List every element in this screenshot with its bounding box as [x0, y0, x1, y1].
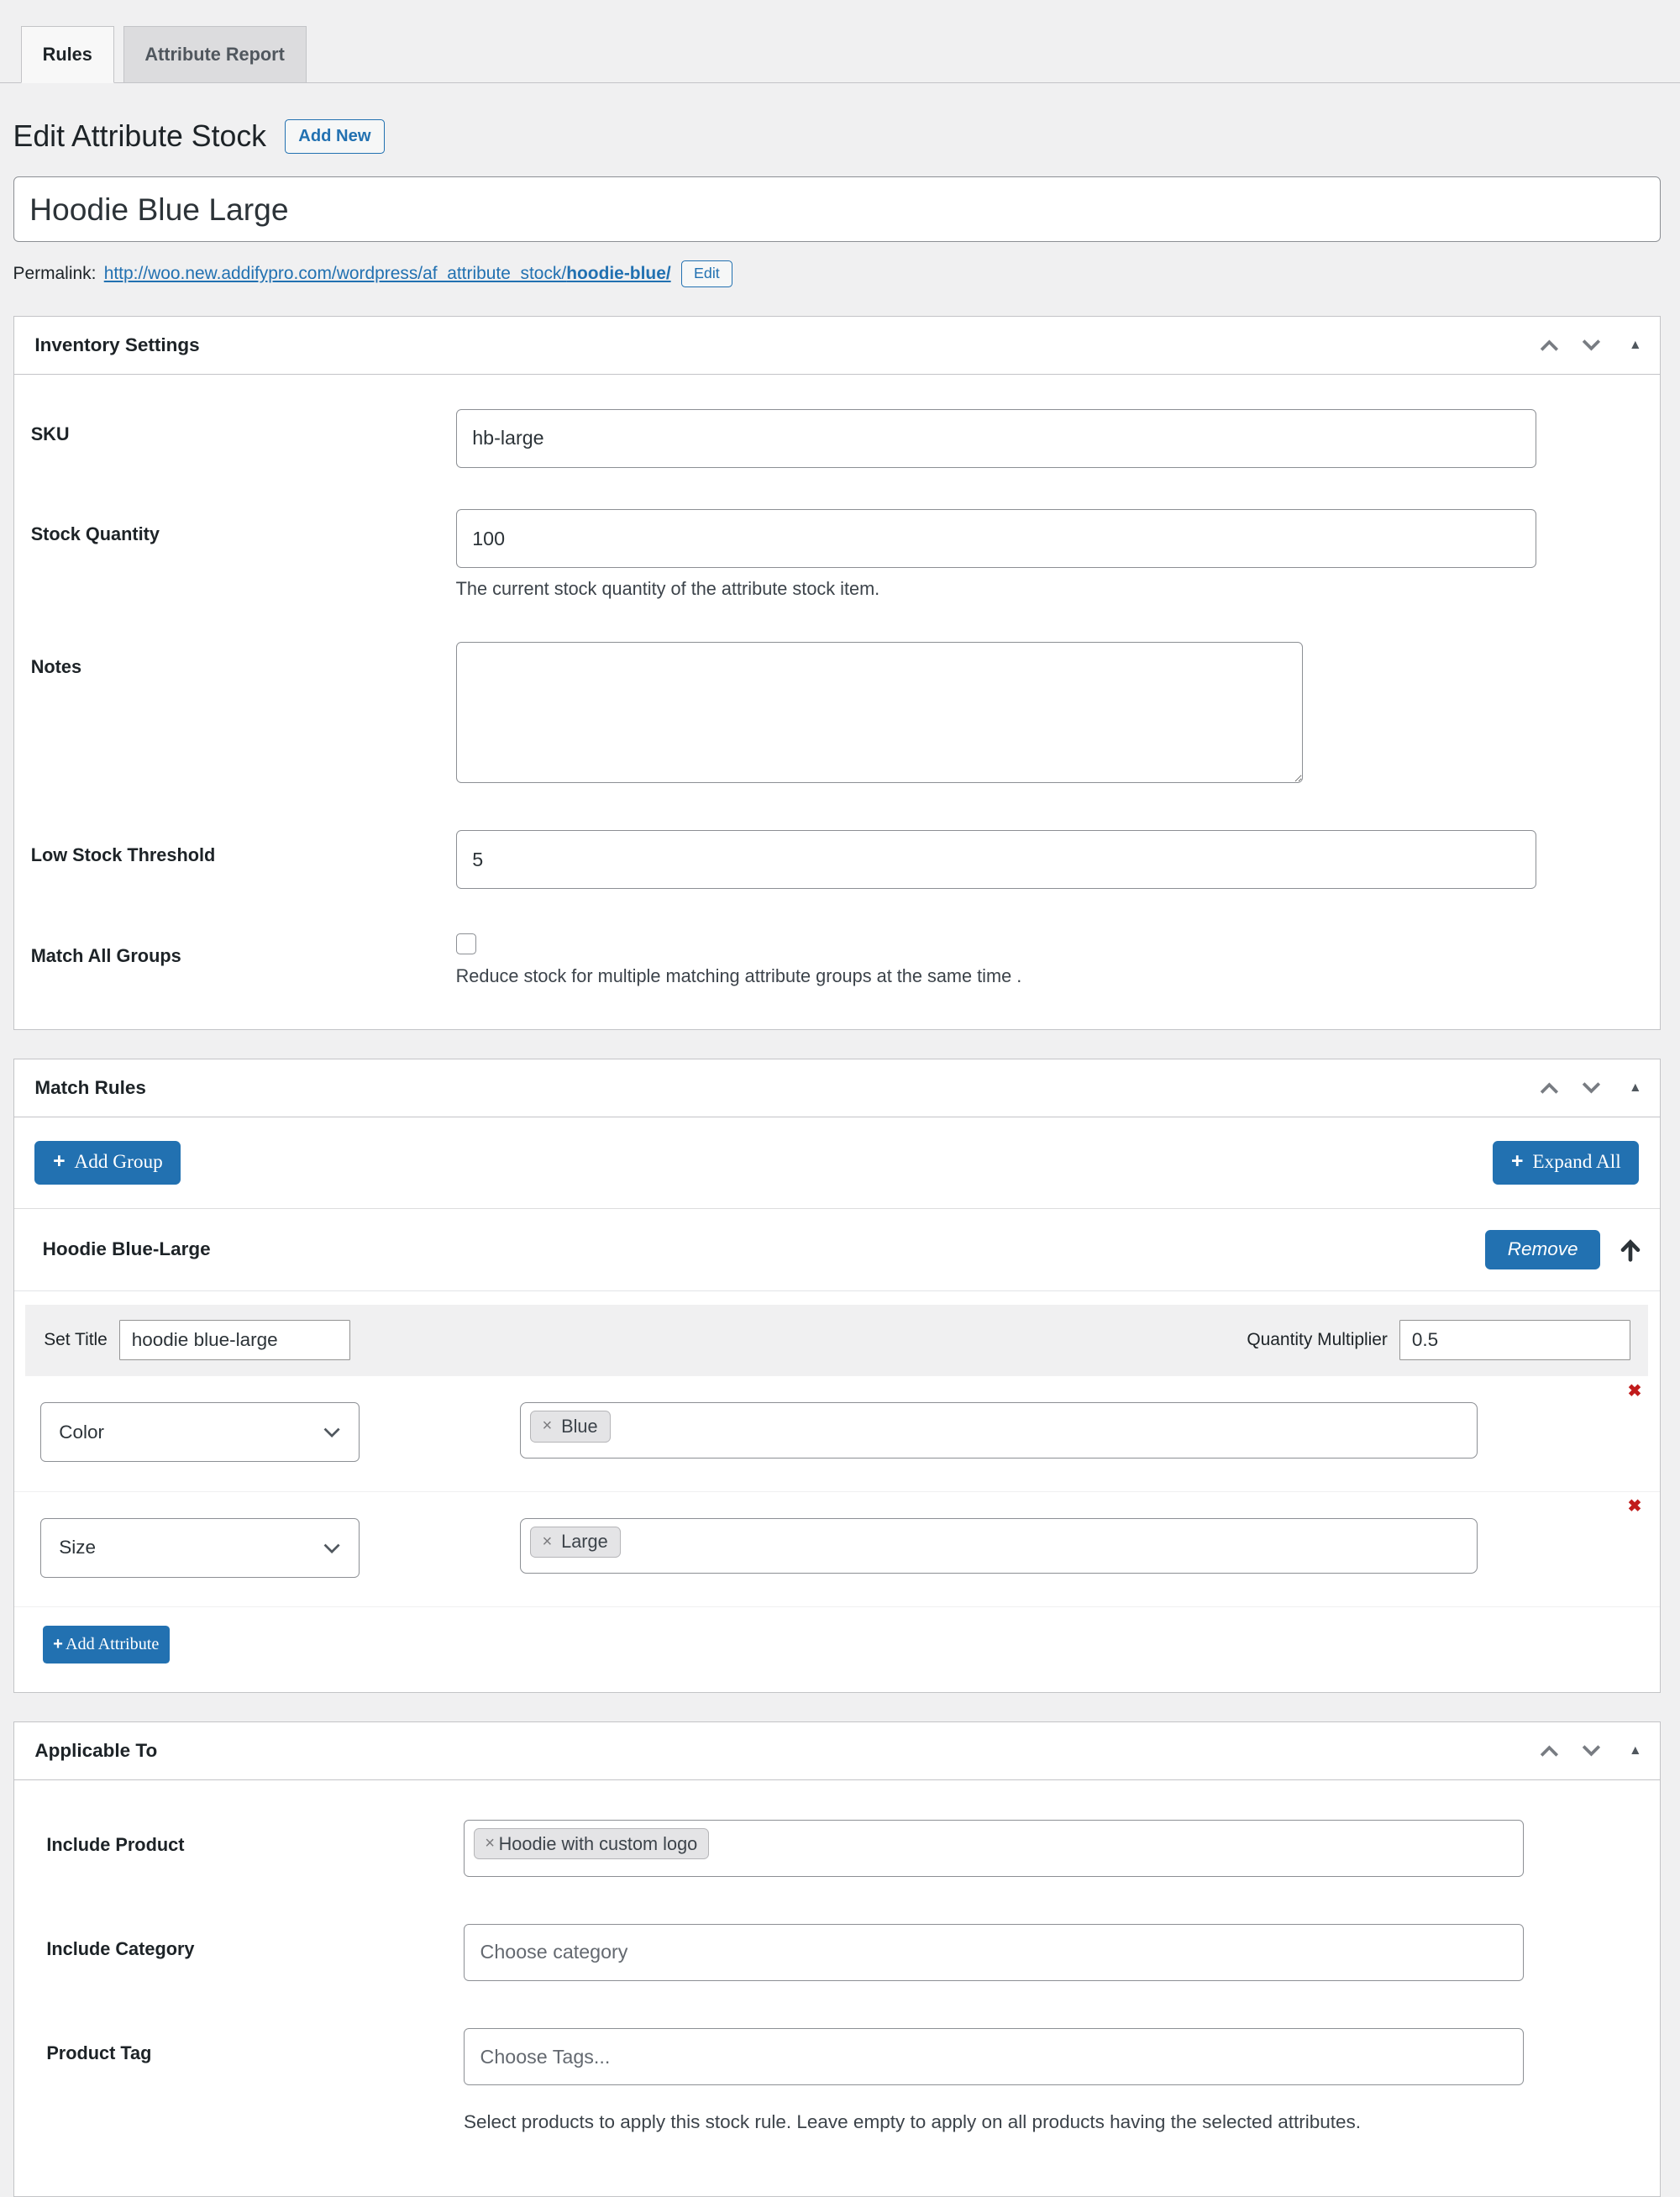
rule-group-header [14, 1209, 1661, 1291]
tab-rules[interactable]: Rules [21, 26, 114, 83]
stock-title-input[interactable] [13, 176, 1662, 242]
include-product-row [46, 1820, 1639, 1877]
product-tag-placeholder: Choose Tags... [480, 2045, 611, 2068]
move-up-icon[interactable] [1532, 1734, 1566, 1768]
chip-remove-icon[interactable]: × [485, 1834, 495, 1853]
inventory-settings-metabox [13, 316, 1662, 1030]
notes-label: Notes [30, 656, 82, 678]
chip-remove-icon[interactable]: × [542, 1416, 553, 1436]
inventory-settings-title: Inventory Settings [34, 334, 200, 356]
include-category-placeholder: Choose category [480, 1941, 628, 1963]
match-rules-title: Match Rules [34, 1076, 146, 1098]
rule-group-name: Hoodie Blue-Large [42, 1238, 211, 1260]
attribute-row [14, 1492, 1661, 1608]
product-chip: × Hoodie with custom logo [474, 1828, 709, 1859]
match-rules-toolbar [14, 1117, 1661, 1209]
move-down-icon[interactable] [1574, 328, 1608, 362]
add-group-button[interactable]: + Add Group [34, 1141, 181, 1185]
permalink-label: Permalink: [13, 263, 97, 283]
sku-label: SKU [30, 423, 70, 444]
term-chip: × Large [530, 1527, 621, 1558]
include-category-label: Include Category [46, 1937, 195, 1959]
permalink [13, 260, 1662, 287]
tab-bar [0, 0, 1680, 83]
include-product-box[interactable] [464, 1820, 1524, 1877]
applicable-to-title: Applicable To [34, 1739, 158, 1761]
set-title-input[interactable] [119, 1320, 350, 1360]
collapse-panel-icon[interactable]: ▲ [1629, 338, 1642, 353]
inventory-settings-header [14, 317, 1661, 375]
expand-all-button[interactable]: + Expand All [1493, 1141, 1639, 1185]
collapse-panel-icon[interactable]: ▲ [1629, 1080, 1642, 1095]
match-rules-header [14, 1059, 1661, 1117]
match-all-groups-checkbox[interactable] [456, 933, 477, 954]
plus-icon: + [53, 1634, 63, 1653]
quantity-multiplier-input[interactable] [1399, 1320, 1630, 1360]
notes-textarea[interactable] [456, 642, 1304, 783]
tab-attribute-report[interactable]: Attribute Report [123, 26, 307, 83]
collapse-group-icon[interactable] [1619, 1238, 1642, 1262]
include-category-row [46, 1924, 1639, 1981]
move-up-icon[interactable] [1532, 328, 1566, 362]
collapse-panel-icon[interactable]: ▲ [1629, 1742, 1642, 1758]
set-title-bar [25, 1305, 1648, 1376]
page-head [13, 117, 1662, 155]
add-attribute-button[interactable]: + Add Attribute [43, 1626, 170, 1664]
attribute-row [14, 1376, 1661, 1492]
stock-quantity-label: Stock Quantity [30, 523, 160, 545]
add-new-button[interactable]: Add New [285, 119, 385, 154]
plus-icon: + [53, 1150, 66, 1174]
sku-input[interactable] [456, 409, 1537, 468]
applicable-to-header [14, 1722, 1661, 1780]
set-title-label: Set Title [44, 1330, 108, 1350]
low-stock-label: Low Stock Threshold [30, 844, 216, 866]
attribute-taxonomy-select[interactable]: Color [40, 1402, 360, 1462]
notes-row [31, 642, 1640, 789]
permalink-link[interactable]: http://woo.new.addifypro.com/wordpress/af_attribute_stock/hoodie-blue/ [103, 263, 671, 283]
move-down-icon[interactable] [1574, 1071, 1608, 1105]
add-attribute-row [14, 1607, 1661, 1692]
rule-group [14, 1209, 1661, 1692]
quantity-multiplier-label: Quantity Multiplier [1247, 1330, 1388, 1350]
page-title: Edit Attribute Stock [13, 119, 267, 154]
move-up-icon[interactable] [1532, 1071, 1566, 1105]
stock-quantity-row [31, 509, 1640, 600]
match-all-groups-help: Reduce stock for multiple matching attribute groups at the same time . [455, 965, 1022, 987]
applicable-help-text: Select products to apply this stock rule. Leave empty to apply on all products having the selected attributes. [463, 2111, 1362, 2133]
remove-group-button[interactable]: Remove [1485, 1230, 1600, 1270]
low-stock-row [31, 830, 1640, 889]
attribute-terms-box[interactable] [520, 1518, 1478, 1574]
applicable-to-metabox [13, 1721, 1662, 2197]
sku-row [31, 409, 1640, 468]
include-category-box[interactable] [464, 1924, 1524, 1981]
term-chip: × Blue [530, 1411, 611, 1442]
attribute-taxonomy-select[interactable]: Size [40, 1518, 360, 1578]
remove-attribute-icon[interactable]: ✖ [1627, 1497, 1642, 1516]
match-rules-metabox [13, 1059, 1662, 1693]
low-stock-input[interactable] [456, 830, 1537, 889]
match-all-groups-label: Match All Groups [30, 944, 181, 966]
stock-quantity-input[interactable] [456, 509, 1537, 568]
plus-icon: + [1510, 1150, 1524, 1174]
remove-attribute-icon[interactable]: ✖ [1627, 1381, 1642, 1401]
product-tag-box[interactable] [464, 2028, 1524, 2085]
product-tag-row [46, 2028, 1639, 2085]
chip-remove-icon[interactable]: × [542, 1532, 553, 1551]
include-product-label: Include Product [46, 1833, 185, 1855]
chevron-down-icon [323, 1422, 340, 1443]
stock-quantity-help: The current stock quantity of the attribute stock item. [455, 578, 880, 600]
attribute-terms-box[interactable] [520, 1402, 1478, 1459]
match-all-groups-row [31, 931, 1640, 987]
product-tag-label: Product Tag [46, 2042, 152, 2063]
move-down-icon[interactable] [1574, 1734, 1608, 1768]
chevron-down-icon [323, 1537, 340, 1558]
permalink-edit-button[interactable]: Edit [681, 260, 732, 287]
